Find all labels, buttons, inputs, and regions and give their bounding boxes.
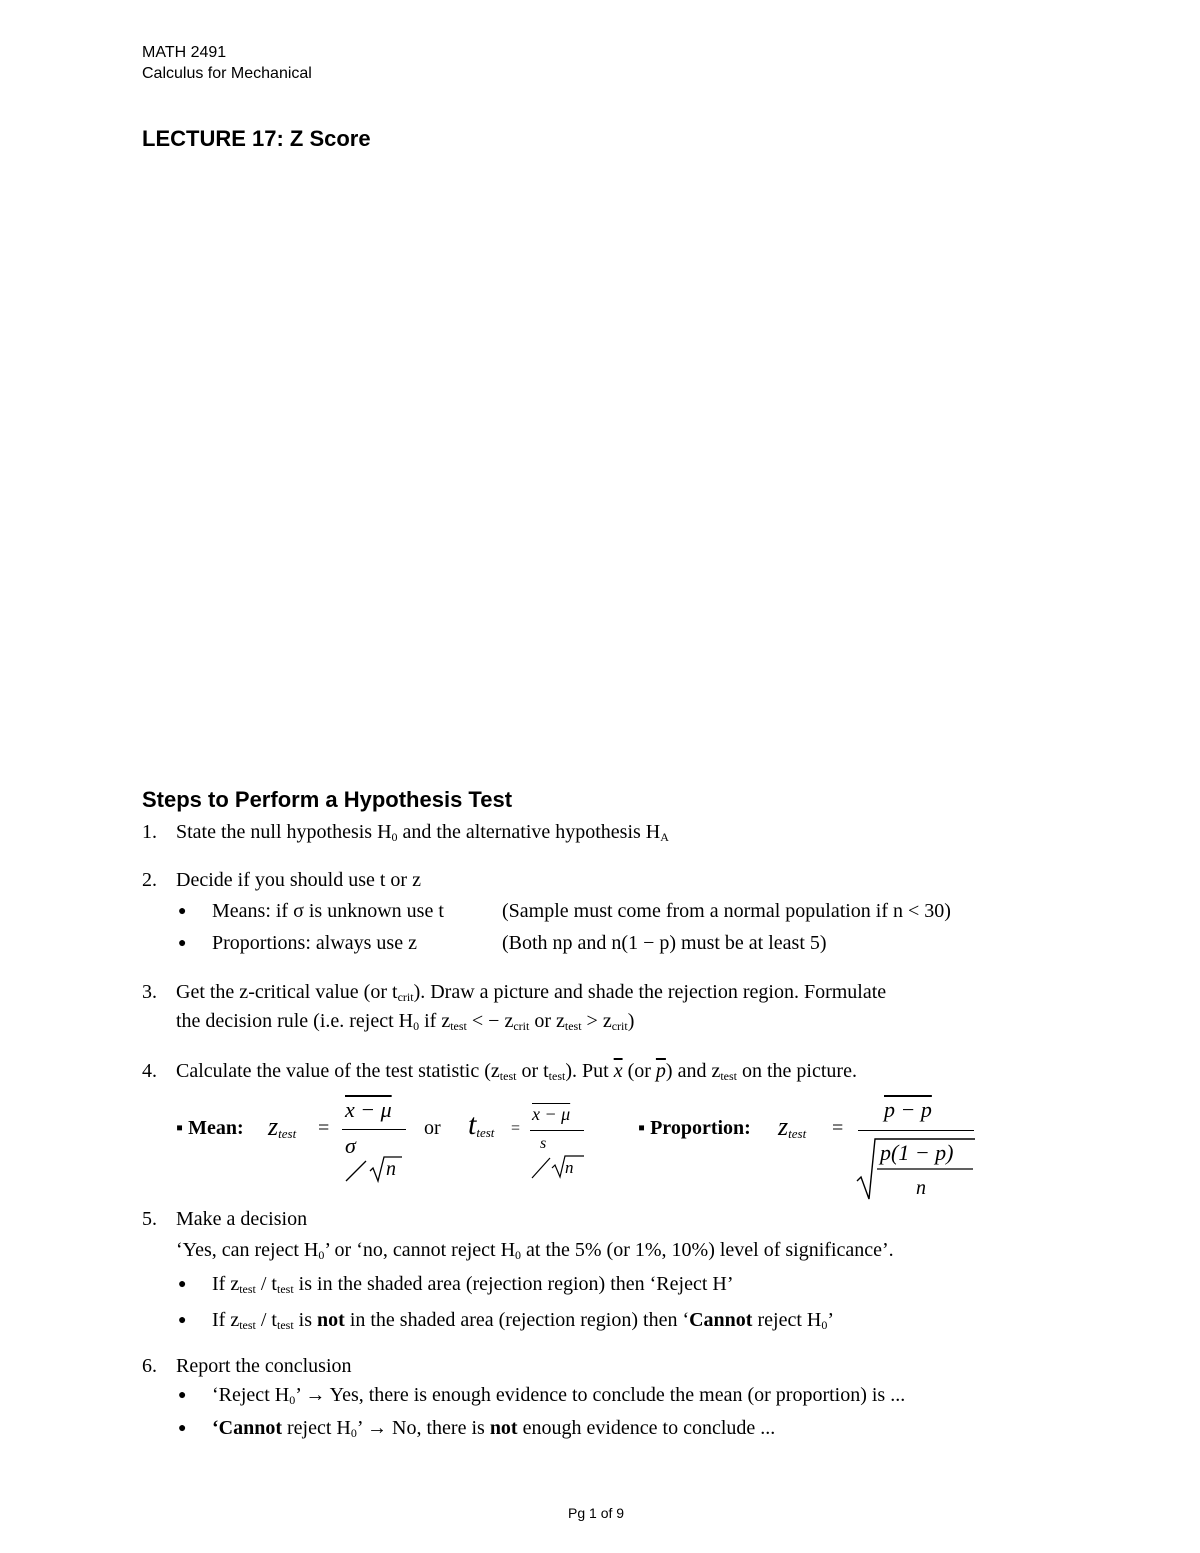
formula-t-n: n	[565, 1158, 574, 1177]
step-2-number: 2.	[142, 869, 157, 891]
formula-t-symbol: $t_{test}$	[468, 1108, 495, 1141]
formula-p1p: p(1 − p)	[880, 1140, 954, 1165]
section-title: Steps to Perform a Hypothesis Test	[142, 787, 513, 812]
formula-equals: =	[832, 1117, 844, 1139]
step-6-bullet-2: ‘Cannot reject $H_0$’ → No, there is not enough evidence to conclude ...	[212, 1417, 776, 1440]
formula-mean-label: ▪ Mean:	[176, 1117, 244, 1139]
bullet-icon: ●	[178, 1313, 187, 1328]
step-6-bullet-1: ‘Reject $H_0$’ → Yes, there is enough evidence to conclude the mean (or proportion) is ...	[212, 1384, 906, 1407]
step-2-means-note: (Sample must come from a normal population if n < 30)	[502, 900, 951, 922]
step-5-bullet-1: If $z_{test} / t_{test}$ is in the shaded area (rejection region) then ‘Reject H’	[212, 1273, 734, 1296]
formula-z-n: n	[386, 1158, 396, 1180]
bullet-icon: ●	[178, 904, 187, 919]
formula-t-numerator: x − μ	[532, 1104, 571, 1124]
formula-sigma: σ	[345, 1133, 356, 1158]
step-1-text: State the null hypothesis $H_0$ and the alternative hypothesis $H_A$	[176, 821, 669, 844]
step-2-means: Means: if σ is unknown use t	[212, 900, 444, 922]
formula-s: s	[540, 1135, 547, 1152]
formula-equals: =	[318, 1117, 330, 1139]
step-2-proportions: Proportions: always use z	[212, 932, 417, 954]
formula-prop-numerator: p − p	[884, 1097, 932, 1122]
bullet-icon: ●	[178, 1388, 187, 1403]
formula-proportion-label: ▪ Proportion:	[638, 1117, 751, 1139]
bullet-icon: ●	[178, 1277, 187, 1292]
step-3-number: 3.	[142, 981, 157, 1003]
formula-z-symbol: $z_{test}$	[268, 1112, 297, 1141]
step-2-proportions-note: (Both np and n(1 − p) must be at least 5)	[502, 932, 827, 954]
page-number: Pg 1 of 9	[568, 1505, 625, 1521]
step-5-text: Make a decision	[176, 1208, 308, 1230]
step-3-line-2: the decision rule (i.e. reject $H_0$ if $z_{test}$ < − $z_{crit}$ or $z_{test} > z_{crit}$)	[176, 1010, 635, 1033]
step-5-number: 5.	[142, 1208, 157, 1230]
formula-or: or	[424, 1117, 441, 1139]
fraction-bar	[342, 1129, 406, 1130]
bullet-icon: ●	[178, 936, 187, 951]
fraction-bar	[530, 1130, 584, 1131]
bullet-icon: ●	[178, 1421, 187, 1436]
lecture-title: LECTURE 17: Z Score	[142, 126, 371, 151]
step-2-text: Decide if you should use t or z	[176, 869, 421, 891]
formula-z-numerator: x − μ	[345, 1097, 392, 1122]
step-3-line-1: Get the z-critical value (or $t_{crit}$). Draw a picture and shade the rejection region. Formulate	[176, 981, 887, 1004]
step-4-text: Calculate the value of the test statistic ($z_{test}$ or $t_{test}$). Put $\overline{x}$ (or $\overline{p}$) and $z_{test}$ on the picture.	[176, 1060, 857, 1083]
course-name: Calculus for Mechanical	[142, 65, 312, 82]
formula-prop-n: n	[916, 1177, 926, 1199]
step-5-line-2: ‘Yes, can reject $H_0$’ or ‘no, cannot reject $H_0$ at the 5% (or 1%, 10%) level of significance’.	[176, 1239, 894, 1262]
step-6-text: Report the conclusion	[176, 1355, 352, 1377]
formula-equals: =	[511, 1120, 521, 1137]
course-code: MATH 2491	[142, 44, 227, 61]
formula-z-symbol: $z_{test}$	[778, 1112, 807, 1141]
step-4-number: 4.	[142, 1060, 157, 1082]
formula-t-slash-sqrt	[530, 1132, 586, 1180]
step-5-bullet-2: If $z_{test} / t_{test}$ is not in the shaded area (rejection region) then ‘Cannot reject $H_0$’	[212, 1309, 834, 1332]
step-1-number: 1.	[142, 821, 157, 843]
step-6-number: 6.	[142, 1355, 157, 1377]
